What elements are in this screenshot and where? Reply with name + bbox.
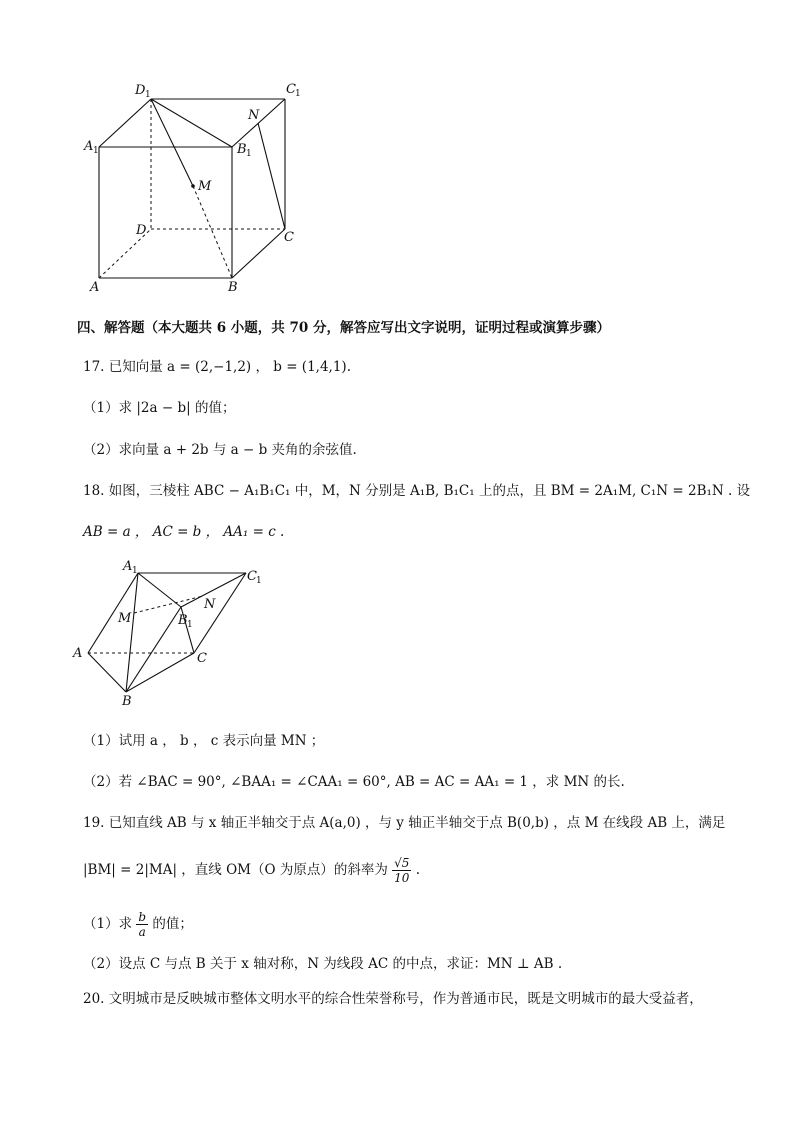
label-c1: C (247, 569, 257, 584)
label-d: D (136, 223, 147, 238)
label-n: N (248, 108, 260, 123)
label-a: A (90, 280, 100, 295)
label-a: A (73, 646, 83, 661)
label-a1: A (123, 559, 133, 574)
q18-part2: （2）若 ∠BAC = 90°, ∠BAA₁ = ∠CAA₁ = 60°, AB = AC = AA₁ = 1 ，求 MN 的长. (83, 774, 625, 790)
label-d1: D (135, 83, 146, 98)
q17-part1: （1）求 |2a − b| 的值； (83, 400, 236, 416)
q19-stem: 19. 已知直线 AB 与 x 轴正半轴交于点 A(a,0) ，与 y 轴正半轴交于点 B(0,b) ，点 M 在线段 AB 上，满足 (83, 815, 726, 831)
svg-text:1: 1 (132, 566, 138, 576)
label-a1: A (84, 139, 94, 154)
label-m: M (118, 611, 132, 626)
svg-text:1: 1 (145, 90, 151, 100)
label-c: C (284, 230, 294, 245)
q18-vectors: AB = a ， AC = b ， AA₁ = c . (83, 524, 285, 540)
prism-diagram (66, 556, 276, 706)
label-b1: B (237, 142, 247, 157)
slope-fraction: $\frac{√5}{10}$ (394, 856, 410, 885)
section-heading: 四、解答题（本大题共 6 小题，共 70 分，解答应写出文字说明，证明过程或演算步骤） (77, 320, 610, 336)
svg-text:1: 1 (256, 576, 262, 586)
q19-part2: （2）设点 C 与点 B 关于 x 轴对称，N 为线段 AC 的中点，求证：MN ⊥ AB . (83, 956, 563, 972)
q18-stem: 18. 如图，三棱柱 ABC − A₁B₁C₁ 中，M，N 分别是 A₁B, B₁C₁ 上的点，且 BM = 2A₁M, C₁N = 2B₁N . 设 (83, 483, 751, 499)
q20-stem: 20. 文明城市是反映城市整体文明水平的综合性荣誉称号，作为普通市民，既是文明城市的最大受益者， (83, 991, 703, 1007)
label-b1: B (178, 613, 188, 628)
svg-text:1: 1 (246, 149, 252, 159)
svg-text:1: 1 (295, 89, 301, 99)
label-m: M (198, 179, 212, 194)
label-b: B (122, 694, 132, 706)
label-c: C (197, 651, 207, 666)
q18-part1: （1）试用 a ， b ， c 表示向量 MN ； (83, 733, 325, 749)
svg-text:1: 1 (93, 146, 99, 156)
q17-part2: （2）求向量 a + 2b 与 a − b 夹角的余弦值. (83, 442, 357, 458)
q19-condition-text: |BM| = 2|MA| ，直线 OM（O 为原点）的斜率为 (83, 862, 388, 878)
ratio-fraction: $\frac{b}{a}$ (138, 910, 147, 939)
svg-text:1: 1 (187, 620, 193, 630)
cube-diagram (80, 78, 320, 298)
label-c1: C (286, 82, 296, 97)
prism-figure (66, 556, 276, 706)
label-n: N (204, 597, 216, 612)
q19-part1: （1）求 $\frac{b}{a}$ 的值； (83, 910, 193, 939)
label-b: B (228, 280, 238, 295)
q17-stem: 17. 已知向量 a = (2,−1,2) ， b = (1,4,1). (83, 359, 351, 375)
cube-figure (80, 78, 320, 298)
q19-condition: |BM| = 2|MA| ，直线 OM（O 为原点）的斜率为 $\frac{√5}{10}$ . (83, 856, 420, 885)
